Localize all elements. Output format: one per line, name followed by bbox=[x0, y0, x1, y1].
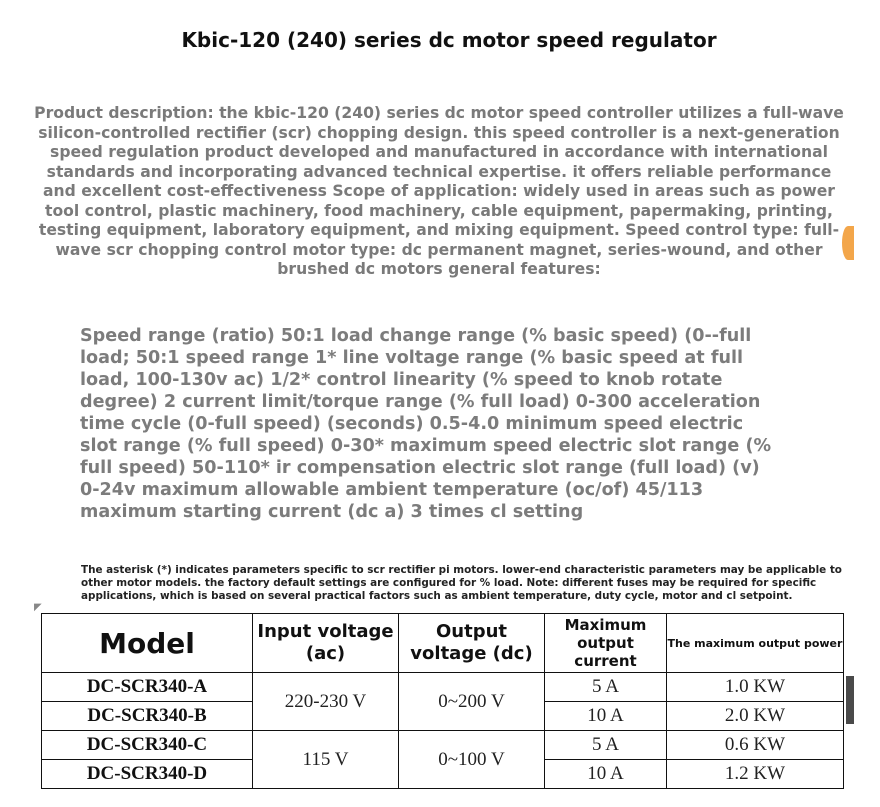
cell-power: 1.0 KW bbox=[667, 673, 844, 702]
header-output-voltage: Output voltage (dc) bbox=[399, 614, 545, 673]
table-header-row bbox=[42, 614, 844, 673]
cell-current: 10 A bbox=[545, 702, 667, 731]
cell-power: 2.0 KW bbox=[667, 702, 844, 731]
header-input-voltage: Input voltage (ac) bbox=[253, 614, 399, 673]
page-title: Kbic-120 (240) series dc motor speed regulator bbox=[181, 28, 717, 52]
specifications-text: Speed range (ratio) 50:1 load change range (% basic speed) (0--full load; 50:1 speed range 1* line voltage range (% basic speed at full load, 100-130v ac) 1/2* control linearity (% speed to knob rotate degree) 2 current limit/torque range (% full load) 0-300 acceleration time cycle (0-full speed) (seconds) 0.5-4.0 minimum speed electric slot range (% full speed) 0-30* maximum speed electric slot range (% full speed) 50-110* ir compensation electric slot range (full load) (v) 0-24v maximum allowable ambient temperature (oc/of) 45/113 maximum starting current (dc a) 3 times cl setting bbox=[80, 326, 772, 522]
cell-model: DC-SCR340-D bbox=[42, 760, 253, 789]
cell-output-voltage: 0~100 V bbox=[399, 731, 545, 789]
header-max-current: Maximum output current bbox=[545, 614, 667, 673]
corner-mark-icon: ◤ bbox=[34, 602, 42, 613]
cell-output-voltage: 0~200 V bbox=[399, 673, 545, 731]
cell-model: DC-SCR340-A bbox=[42, 673, 253, 702]
cell-current: 5 A bbox=[545, 731, 667, 760]
cell-model: DC-SCR340-C bbox=[42, 731, 253, 760]
footnote: The asterisk (*) indicates parameters specific to scr rectifier pi motors. lower-end characteristic parameters may be applicable to other motor models. the factory default settings are configured for % load. Note: different fuses may be required for specific applications, which is based on several practical factors such as ambient temperature, duty cycle, motor and cl setpoint. bbox=[81, 564, 842, 602]
spec-table bbox=[41, 613, 844, 789]
header-max-power: The maximum output power bbox=[667, 614, 844, 673]
edge-decoration bbox=[842, 226, 854, 260]
cell-input-voltage: 115 V bbox=[253, 731, 399, 789]
table-row bbox=[42, 731, 844, 760]
cell-power: 1.2 KW bbox=[667, 760, 844, 789]
cell-input-voltage: 220-230 V bbox=[253, 673, 399, 731]
product-description: Product description: the kbic-120 (240) series dc motor speed controller utilizes a full-wave silicon-controlled rectifier (scr) chopping design. this speed controller is a next-generation speed regulation product developed and manufactured in accordance with international standards and incorporating advanced technical expertise. it offers reliable performance and excellent cost-effectiveness Scope of application: widely used in areas such as power tool control, plastic machinery, food machinery, cable equipment, papermaking, printing, testing equipment, laboratory equipment, and mixing equipment. Speed control type: full-wave scr chopping control motor type: dc permanent magnet, series-wound, and other brushed dc motors general features: bbox=[34, 104, 844, 278]
edge-bar bbox=[846, 676, 854, 724]
cell-current: 10 A bbox=[545, 760, 667, 789]
cell-model: DC-SCR340-B bbox=[42, 702, 253, 731]
header-model: Model bbox=[42, 614, 253, 673]
cell-current: 5 A bbox=[545, 673, 667, 702]
cell-power: 0.6 KW bbox=[667, 731, 844, 760]
table-row bbox=[42, 673, 844, 702]
